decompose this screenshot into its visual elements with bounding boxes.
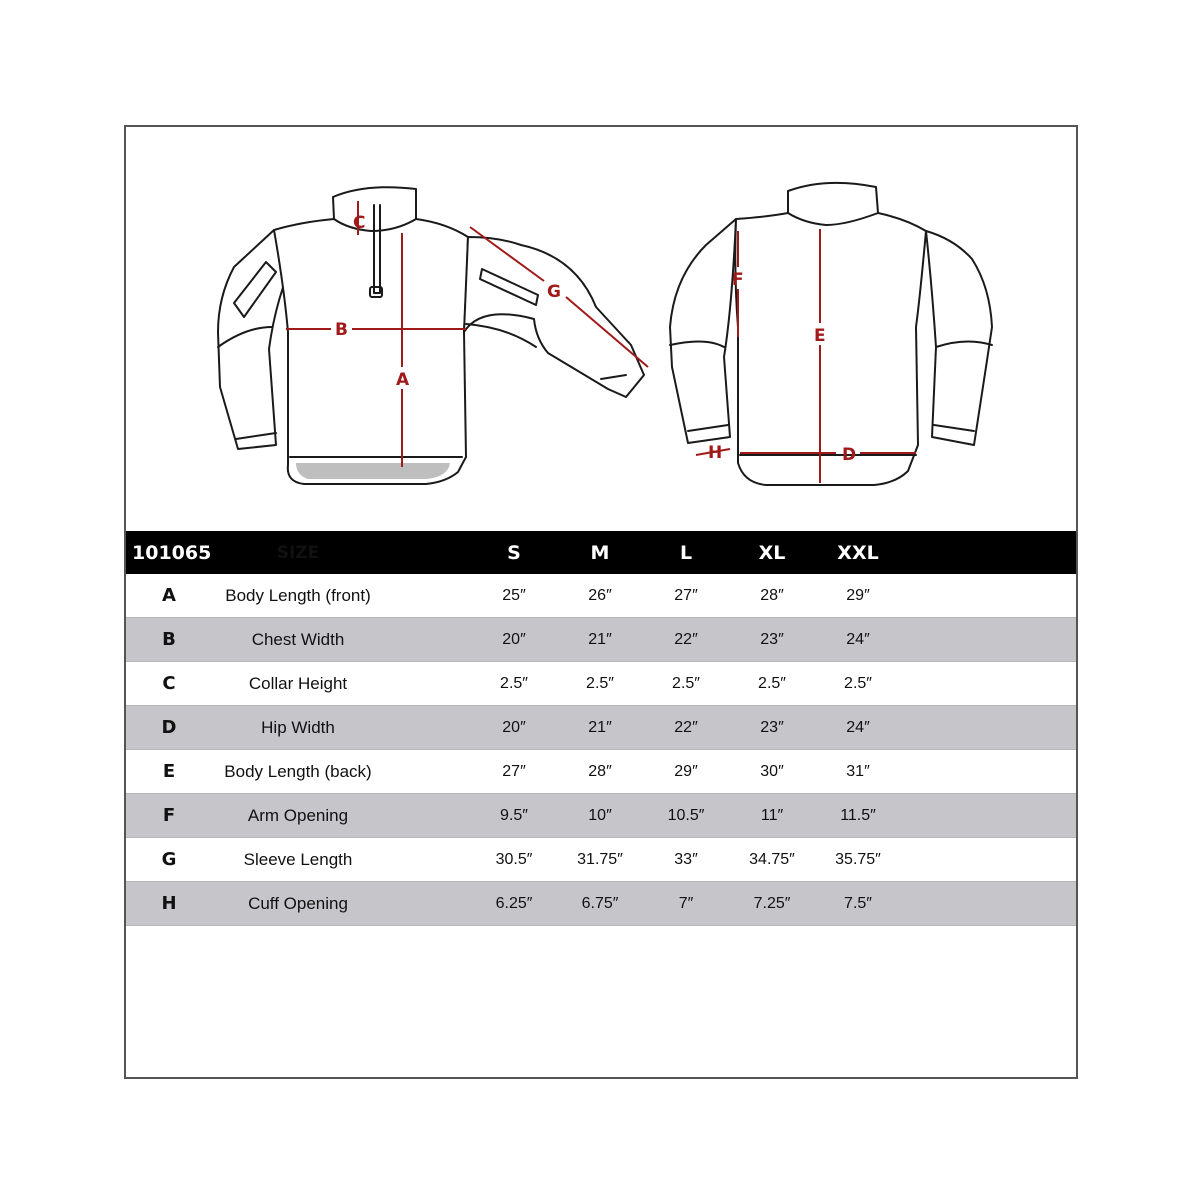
row-letter: F xyxy=(162,805,176,826)
value-xxl: 11.5″ xyxy=(840,806,876,824)
value-l: 33″ xyxy=(674,850,698,868)
size-l-header: L xyxy=(679,541,693,564)
garment-diagram xyxy=(126,127,1076,531)
value-m: 6.75″ xyxy=(581,894,619,912)
value-m: 31.75″ xyxy=(577,850,623,868)
row-letter: G xyxy=(161,849,177,870)
value-m: 21″ xyxy=(588,718,612,736)
size-xl-header: XL xyxy=(758,541,786,564)
value-s: 30.5″ xyxy=(495,850,533,868)
size-table xyxy=(126,531,1076,926)
value-s: 6.25″ xyxy=(495,894,533,912)
label-d: D xyxy=(842,445,857,465)
value-m: 21″ xyxy=(588,630,612,648)
front-view-jacket xyxy=(218,187,644,484)
value-s: 20″ xyxy=(502,630,526,648)
label-e: E xyxy=(814,326,826,346)
value-xl: 28″ xyxy=(760,586,784,604)
value-xxl: 2.5″ xyxy=(844,674,872,692)
value-m: 10″ xyxy=(588,806,612,824)
row-letter: B xyxy=(162,629,176,650)
value-l: 7″ xyxy=(678,894,694,912)
row-name: Cuff Opening xyxy=(248,893,348,913)
value-s: 27″ xyxy=(502,762,526,780)
row-letter: E xyxy=(162,761,176,782)
value-m: 2.5″ xyxy=(586,674,614,692)
value-m: 28″ xyxy=(588,762,612,780)
item-number: 101065 xyxy=(132,541,212,564)
value-l: 27″ xyxy=(674,586,698,604)
value-xl: 2.5″ xyxy=(758,674,786,692)
value-xl: 7.25″ xyxy=(753,894,791,912)
table-row xyxy=(126,662,1076,706)
row-letter: A xyxy=(162,585,176,606)
row-name: Body Length (front) xyxy=(225,585,371,605)
label-f: F xyxy=(732,270,744,290)
table-row xyxy=(126,750,1076,794)
row-name: Hip Width xyxy=(261,717,335,737)
value-l: 10.5″ xyxy=(667,806,705,824)
value-xl: 23″ xyxy=(760,630,784,648)
table-row xyxy=(126,882,1076,926)
size-table-header xyxy=(126,531,1076,574)
label-a: A xyxy=(396,370,410,390)
value-xxl: 7.5″ xyxy=(844,894,872,912)
table-row xyxy=(126,794,1076,838)
value-s: 9.5″ xyxy=(500,806,528,824)
value-xxl: 29″ xyxy=(846,586,870,604)
value-l: 22″ xyxy=(674,630,698,648)
value-s: 2.5″ xyxy=(500,674,528,692)
value-s: 25″ xyxy=(502,586,526,604)
label-h: H xyxy=(708,443,723,463)
size-m-header: M xyxy=(590,541,610,564)
size-header: SIZE xyxy=(276,542,320,563)
table-row xyxy=(126,618,1076,662)
size-chart-frame xyxy=(124,125,1078,1079)
value-xxl: 35.75″ xyxy=(835,850,881,868)
label-b: B xyxy=(335,320,348,340)
value-l: 29″ xyxy=(674,762,698,780)
size-xxl-header: XXL xyxy=(837,541,879,564)
value-s: 20″ xyxy=(502,718,526,736)
label-g: G xyxy=(547,282,561,302)
table-row xyxy=(126,574,1076,618)
value-xl: 23″ xyxy=(760,718,784,736)
value-xl: 11″ xyxy=(760,806,784,824)
row-letter: C xyxy=(162,673,176,694)
back-view-jacket xyxy=(670,183,992,485)
value-xxl: 31″ xyxy=(846,762,870,780)
row-name: Arm Opening xyxy=(247,805,349,825)
table-row xyxy=(126,838,1076,882)
row-name: Collar Height xyxy=(248,673,348,693)
row-letter: H xyxy=(161,893,177,914)
value-m: 26″ xyxy=(588,586,612,604)
size-s-header: S xyxy=(507,541,521,564)
value-xxl: 24″ xyxy=(846,718,870,736)
value-xxl: 24″ xyxy=(846,630,870,648)
value-xl: 30″ xyxy=(760,762,784,780)
row-letter: D xyxy=(161,717,177,738)
row-name: Sleeve Length xyxy=(243,849,353,869)
value-l: 2.5″ xyxy=(672,674,700,692)
garment-illustration xyxy=(126,127,1076,531)
value-xl: 34.75″ xyxy=(749,850,795,868)
label-c: C xyxy=(353,213,366,233)
value-l: 22″ xyxy=(674,718,698,736)
table-row xyxy=(126,706,1076,750)
row-name: Body Length (back) xyxy=(224,761,372,781)
row-name: Chest Width xyxy=(251,629,345,649)
